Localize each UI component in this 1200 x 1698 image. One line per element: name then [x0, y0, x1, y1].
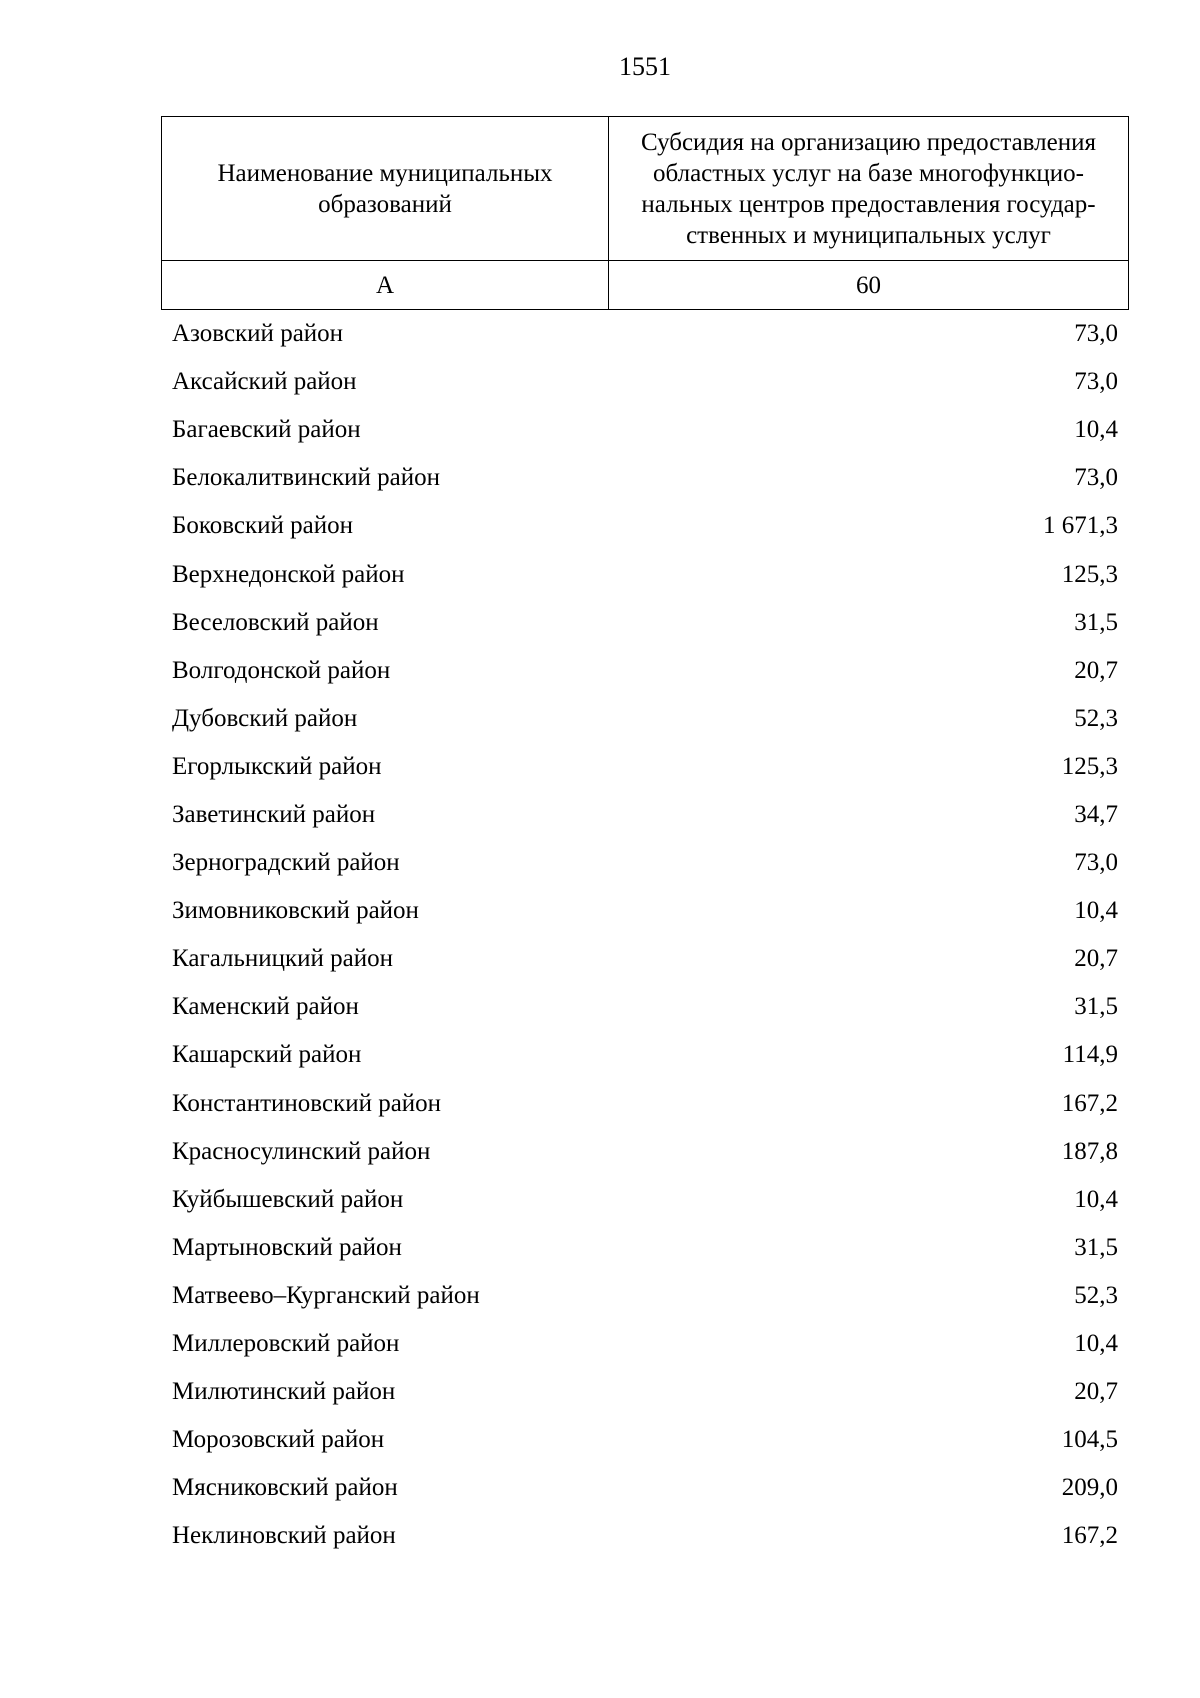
subsidy-value: 167,2	[1061, 1089, 1118, 1117]
subsidy-value: 31,5	[1074, 993, 1118, 1021]
municipality-name: Каменский район	[172, 993, 359, 1021]
municipality-name: Веселовский район	[172, 608, 379, 636]
table-header	[161, 116, 1129, 310]
table-row	[172, 502, 1118, 550]
municipality-name: Егорлыкский район	[172, 752, 382, 780]
table-row	[172, 310, 1118, 358]
subsidy-value: 114,9	[1062, 1041, 1118, 1069]
subsidy-value: 1 671,3	[1043, 512, 1118, 540]
municipality-name: Белокалитвинский район	[172, 464, 440, 492]
table-row	[172, 1416, 1118, 1464]
subsidy-value: 73,0	[1074, 320, 1118, 348]
subsidy-value: 20,7	[1074, 656, 1118, 684]
column-header-subsidy-line: ственных и муниципальных услуг	[686, 221, 1051, 249]
municipality-name: Боковский район	[172, 512, 353, 540]
table-row	[172, 1224, 1118, 1272]
column-header-subsidy-line: нальных центров предоставления государ-	[641, 190, 1096, 218]
table-row	[172, 1176, 1118, 1224]
subsidy-value: 73,0	[1074, 849, 1118, 877]
municipality-name: Заветинский район	[172, 800, 376, 828]
municipality-name: Матвеево–Курганский район	[172, 1281, 480, 1309]
municipality-name: Зимовниковский район	[172, 897, 419, 925]
municipality-name: Волгодонской район	[172, 656, 391, 684]
municipality-name: Багаевский район	[172, 416, 361, 444]
subsidy-value: 10,4	[1074, 416, 1118, 444]
header-row	[162, 117, 1129, 261]
subsidy-value: 167,2	[1061, 1522, 1118, 1550]
subsidy-value: 20,7	[1074, 1378, 1118, 1406]
municipality-name: Кашарский район	[172, 1041, 362, 1069]
municipality-name: Верхнедонской район	[172, 560, 405, 588]
municipality-name: Морозовский район	[172, 1426, 385, 1454]
municipality-name: Мартыновский район	[172, 1233, 402, 1261]
column-header-subsidy-line: областных услуг на базе многофункцио-	[653, 159, 1084, 187]
table-row	[172, 454, 1118, 502]
subsidy-value: 187,8	[1061, 1137, 1118, 1165]
municipality-name: Зерноградский район	[172, 849, 400, 877]
table-row	[172, 1320, 1118, 1368]
subsidy-value: 73,0	[1074, 368, 1118, 396]
municipality-name: Миллеровский район	[172, 1330, 400, 1358]
table-row	[172, 1031, 1118, 1079]
municipality-name: Милютинский район	[172, 1378, 396, 1406]
municipality-name: Неклиновский район	[172, 1522, 396, 1550]
table-row	[172, 1512, 1118, 1560]
table-row	[172, 935, 1118, 983]
table-row	[172, 599, 1118, 647]
subsidy-value: 73,0	[1074, 464, 1118, 492]
municipality-name: Куйбышевский район	[172, 1185, 404, 1213]
subsidy-value: 10,4	[1074, 1330, 1118, 1358]
table-row	[172, 1368, 1118, 1416]
column-index-name: А	[162, 261, 609, 310]
table-row	[172, 1128, 1118, 1176]
subsidy-value: 31,5	[1074, 608, 1118, 636]
subsidy-value: 10,4	[1074, 1185, 1118, 1213]
municipality-name: Мясниковский район	[172, 1474, 398, 1502]
municipality-name: Азовский район	[172, 320, 344, 348]
municipality-name: Аксайский район	[172, 368, 357, 396]
subsidy-value: 209,0	[1061, 1474, 1118, 1502]
column-header-name: Наименование муниципальных образований	[162, 117, 609, 261]
table-body	[172, 310, 1118, 1560]
subsidy-value: 34,7	[1074, 800, 1118, 828]
subsidy-value: 31,5	[1074, 1233, 1118, 1261]
table-row	[172, 550, 1118, 598]
subsidy-value: 104,5	[1061, 1426, 1118, 1454]
table-row	[172, 695, 1118, 743]
page-number: 1551	[619, 52, 671, 81]
table-row	[172, 887, 1118, 935]
subsidy-value: 10,4	[1074, 897, 1118, 925]
municipality-name: Кагальницкий район	[172, 945, 394, 973]
column-index-row	[162, 261, 1129, 310]
table-row	[172, 743, 1118, 791]
table-row	[172, 647, 1118, 695]
subsidy-value: 125,3	[1061, 560, 1118, 588]
municipality-name: Красносулинский район	[172, 1137, 431, 1165]
subsidy-value: 125,3	[1061, 752, 1118, 780]
subsidy-value: 52,3	[1074, 704, 1118, 732]
subsidy-value: 52,3	[1074, 1281, 1118, 1309]
table-row	[172, 1080, 1118, 1128]
column-header-subsidy	[609, 117, 1129, 261]
municipality-name: Константиновский район	[172, 1089, 442, 1117]
table-row	[172, 358, 1118, 406]
subsidy-value: 20,7	[1074, 945, 1118, 973]
table-row	[172, 406, 1118, 454]
table-row	[172, 791, 1118, 839]
municipality-name: Дубовский район	[172, 704, 358, 732]
table-row	[172, 983, 1118, 1031]
table-row	[172, 1272, 1118, 1320]
table-row	[172, 1464, 1118, 1512]
column-header-subsidy-line: Субсидия на организацию предоставления	[641, 128, 1096, 156]
column-index-subsidy: 60	[609, 261, 1129, 310]
table-row	[172, 839, 1118, 887]
